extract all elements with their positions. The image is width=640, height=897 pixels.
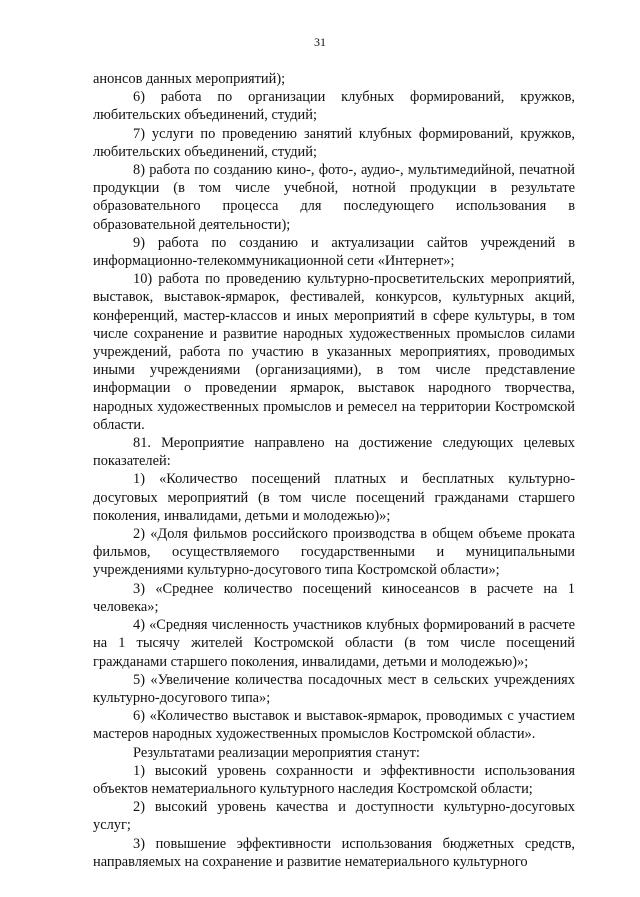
paragraph-indicator-4: 4) «Средняя численность участников клубных формирований в расчете на 1 тысячу жителей Костромской области (в том числе посещений гражданами старшего поколения, инвалидами, детьми и молодежью)»; xyxy=(93,617,575,670)
paragraph-continuation: анонсов данных мероприятий); xyxy=(93,71,286,87)
paragraph-result-2: 2) высокий уровень качества и доступности культурно-досуговых услуг; xyxy=(93,799,575,834)
paragraph-indicator-5: 5) «Увеличение количества посадочных мест в сельских учреждениях культурно-досугового типа»; xyxy=(93,671,575,706)
page-number: 31 xyxy=(314,35,326,49)
paragraph-results-intro: Результатами реализации мероприятия станут: xyxy=(133,744,420,761)
paragraph-item-6: 6) работа по организации клубных формирований, кружков, любительских объединений, студий; xyxy=(93,89,575,124)
paragraph-result-1: 1) высокий уровень сохранности и эффективности использования объектов нематериального культурного наследия Костромской области; xyxy=(93,762,575,797)
paragraph-indicator-3: 3) «Среднее количество посещений киносеансов в расчете на 1 человека»; xyxy=(93,580,575,615)
paragraph-result-3: 3) повышение эффективности использования бюджетных средств, направляемых на сохранение и развитие нематериального культурного xyxy=(93,835,575,870)
paragraph-indicator-6: 6) «Количество выставок и выставок-ярмарок, проводимых с участием мастеров народных художественных промыслов Костромской области». xyxy=(93,708,575,743)
paragraph-item-7: 7) услуги по проведению занятий клубных формирований, кружков, любительских объединений, студий; xyxy=(93,125,575,160)
paragraph-indicator-2: 2) «Доля фильмов российского производства в общем объеме проката фильмов, осуществляемого государственными и муниципальными учреждениями культурно-досугового типа Костромской области»; xyxy=(93,526,575,579)
body-text xyxy=(93,70,575,871)
paragraph-section-81: 81. Мероприятие направлено на достижение следующих целевых показателей: xyxy=(93,435,575,470)
paragraph-item-9: 9) работа по созданию и актуализации сайтов учреждений в информационно-телекоммуникационной сети «Интернет»; xyxy=(93,234,575,270)
paragraph-item-10: 10) работа по проведению культурно-просветительских мероприятий, выставок, выставок-ярмарок, фестивалей, конкурсов, культурных акций, конференций, мастер-классов и иных мероприятий в сфере культуры, в том числе сохранение и развитие народных художественных промыслов силами учреждений, работа по участию в указанных мероприятиях, проводимых иными учреждениями (организациями), в том числе представление информации о проведении ярмарок, выставок народного творчества, народных художественных промыслов и ремесел на территории Костромской области. xyxy=(93,271,575,433)
paragraph-item-8: 8) работа по созданию кино-, фото-, аудио-, мультимедийной, печатной продукции (в том числе учебной, нотной продукции в результате образовательного процесса для последующего использования в образовательной деятельности); xyxy=(93,162,575,233)
paragraph-indicator-1: 1) «Количество посещений платных и бесплатных культурно-досуговых мероприятий (в том числе посещений гражданами старшего поколения, инвалидами, детьми и молодежью)»; xyxy=(93,471,575,524)
